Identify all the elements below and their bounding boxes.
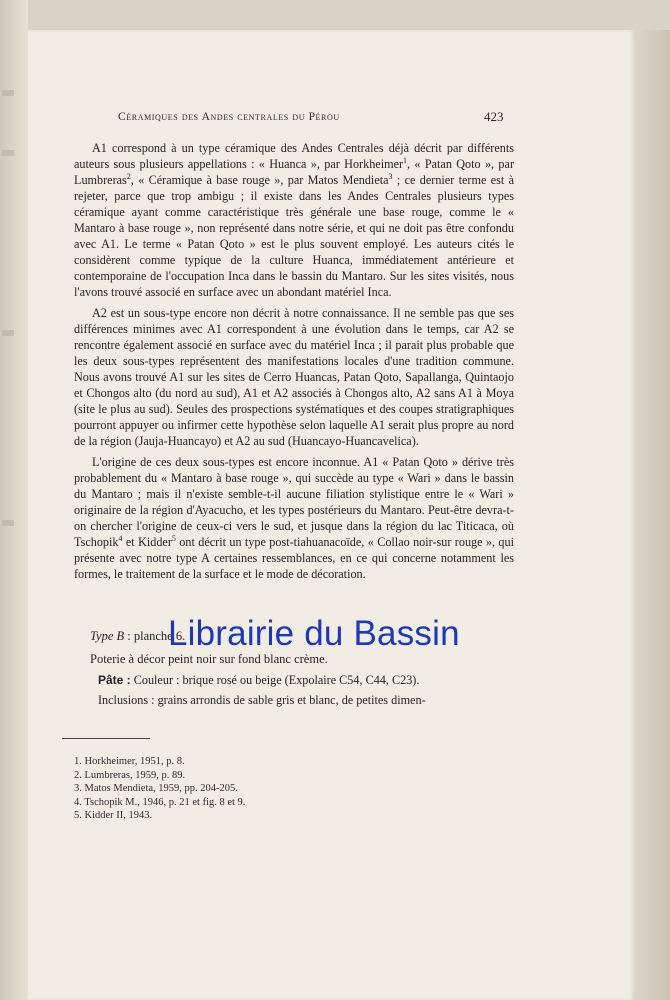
- paragraph-2: A2 est un sous-type encore non décrit à notre connaissance. Il ne semble pas que ses différences minimes avec A1 correspondent à une évolution dans le temps, car A2 se rencontre également associé en surface avec du matériel Inca ; il parait plus probable que les deux sous-types représentent des manifestations locales d'une tradition commune. Nous avons trouvé A1 sur les sites de Cerro Huancas, Patan Qoto, Sapallanga, Quintaojo et Chongos alto (du nord au sud), A1 et A2 associés à Chongos alto, A2 sans A1 à Moya (site le plus au sud). Seules des prospections systématiques et des coupes stratigraphiques pourront appuyer ou infirmer cette hypothèse selon laquelle A1 serait plus propre au nord de la région (Jauja-Huancayo) et A2 au sud (Huancayo-Huancavelica).: [74, 306, 514, 448]
- running-header: Céramiques des Andes centrales du Pérou: [118, 111, 340, 123]
- body-text: [74, 140, 514, 587]
- type-b-label: Type B: [90, 629, 125, 643]
- footnote-3: 3. Matos Mendieta, 1959, pp. 204-205.: [74, 783, 238, 795]
- pate-text: Couleur : brique rosé ou beige (Expolaire C54, C44, C23).: [130, 673, 420, 687]
- page-number: 423: [484, 109, 504, 124]
- pate-label: Pâte :: [98, 673, 131, 687]
- adjacent-page-edge: [0, 0, 28, 1000]
- paragraph-1: A1 correspond à un type céramique des Andes Centrales déjà décrit par différents auteurs sous plusieurs appellations : « Huanca », par Horkheimer$^1$, « Patan Qoto », par Lumbreras$^2$, « Céramique à base rouge », par Matos Mendieta$^3$ ; ce dernier terme est à rejeter, parce que trop ambigu ; il existe dans les Andes Centrales plusieurs types céramique ayant comme caractéristique très générale une base rouge, comme le « Mantaro à base rouge », non représenté dans notre série, et qui ne doit pas être confondu avec A1. Le terme « Patan Qoto » est le plus souvent employé. Les auteurs cités le considèrent comme typique de la culture Huanca, immédiatement antérieure et contemporaine de l'occupation Inca dans le bassin du Mantaro. Sur les sites visités, nous l'avons trouvé associé en surface avec un abondant matériel Inca.: [74, 141, 515, 299]
- poterie-line: Poterie à décor peint noir sur fond blanc crème.: [90, 652, 328, 666]
- footnote-5: 5. Kidder II, 1943.: [74, 810, 153, 822]
- footnote-ref: 3: [388, 171, 393, 181]
- footnotes: [74, 755, 474, 823]
- pate-line: [98, 673, 518, 688]
- footnote-ref: 2: [126, 171, 131, 181]
- inclusions-line: Inclusions : grains arrondis de sable gris et blanc, de petites dimen-: [98, 693, 426, 707]
- footnote-divider: [62, 738, 150, 739]
- bleed-mark: [2, 150, 14, 156]
- footnote-4: 4. Tschopik M., 1946, p. 21 et fig. 8 et 9.: [74, 796, 246, 808]
- footnote-ref: 5: [171, 533, 176, 543]
- footnote-ref: 1: [403, 155, 408, 165]
- watermark-text: Librairie du Bassin: [168, 614, 460, 653]
- bleed-mark: [2, 330, 14, 336]
- bleed-mark: [2, 90, 14, 96]
- footnote-2: 2. Lumbreras, 1959, p. 89.: [74, 769, 186, 781]
- type-b-text: : planche 6.: [124, 629, 186, 643]
- page-stack-edge: [634, 30, 670, 1000]
- bleed-mark: [2, 520, 14, 526]
- footnote-1: 1. Horkheimer, 1951, p. 8.: [74, 756, 185, 767]
- footnote-ref: 4: [118, 533, 123, 543]
- paragraph-3: L'origine de ces deux sous-types est encore inconnue. A1 « Patan Qoto » dérive très probablement du « Mantaro à base rouge », qui succède au type « Wari » dans le bassin du Mantaro ; mais il n'existe semble-t-il aucune filiation stylistique entre le « Wari » originaire de la région d'Ayacucho, et les types postérieurs du Mantaro. Peut-être devra-t-on chercher l'origine de ceux-ci vers le sud, et jusque dans la région du lac Titicaca, où Tschopik$^4$ et Kidder$^5$ ont décrit un type post-tiahuanacoïde, « Collao noir-sur rouge », qui présente avec notre type A certaines ressemblances, en ce qui concerne notamment les formes, le traitement de la surface et le mode de décoration.: [74, 455, 514, 581]
